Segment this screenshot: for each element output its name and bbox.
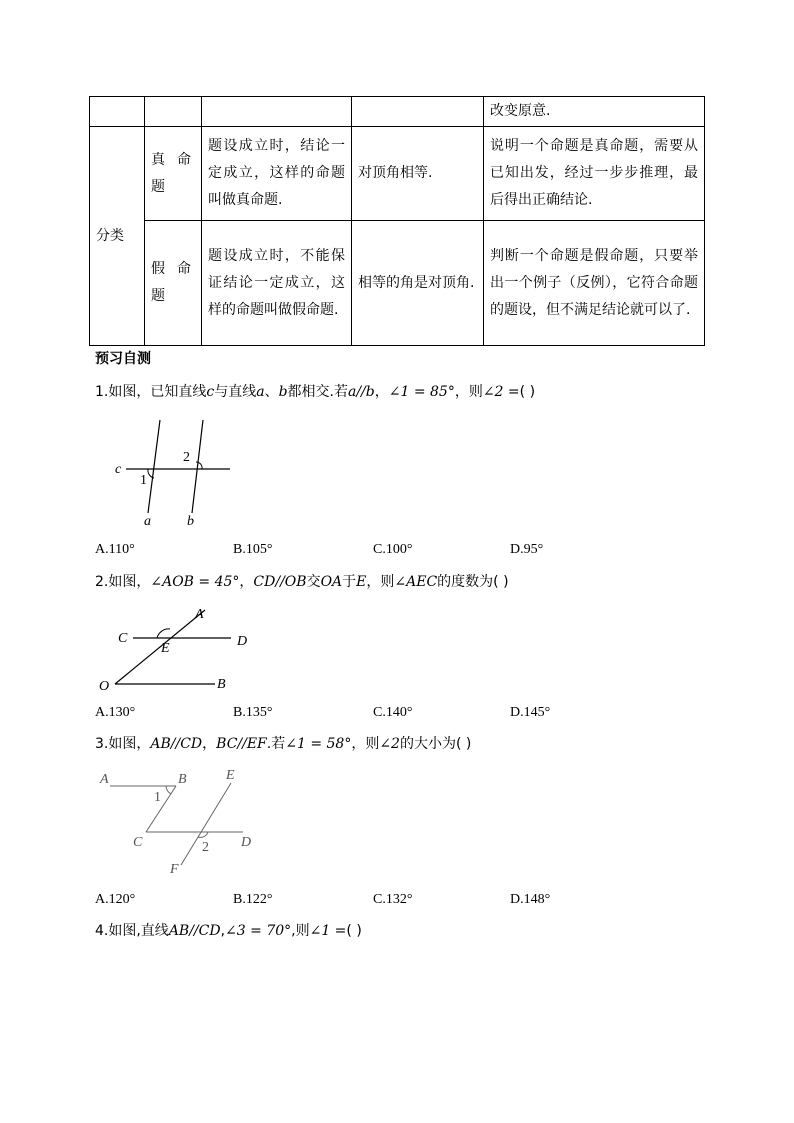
label-B: B xyxy=(178,772,187,787)
method-cell: 判断一个命题是假命题，只要举出一个例子（反例），它符合命题的题设，但不满足结论就可以了. xyxy=(484,221,705,346)
table-cell xyxy=(352,97,484,127)
category-cell: 分类 xyxy=(90,127,145,346)
option-b[interactable]: B.105° xyxy=(233,542,273,557)
option-a[interactable]: A.120° xyxy=(95,892,136,907)
label-E: E xyxy=(226,768,235,783)
example-cell: 对顶角相等. xyxy=(352,127,484,221)
label-angle-2: 2 xyxy=(202,840,209,855)
label-C: C xyxy=(133,835,143,850)
label-D: D xyxy=(237,634,248,649)
definition-cell: 题设成立时，不能保证结论一定成立，这样的命题叫做假命题. xyxy=(202,221,352,346)
option-d[interactable]: D.148° xyxy=(510,892,551,907)
label-F: F xyxy=(170,862,179,877)
question-4-stem: 4.如图,直线AB//CD,∠3 = 70°,则∠1 =( ) xyxy=(95,923,362,939)
figure-q2 xyxy=(95,600,255,695)
section-title: 预习自测 xyxy=(95,351,151,367)
option-d[interactable]: D.95° xyxy=(510,542,544,557)
example-cell: 相等的角是对顶角. xyxy=(352,221,484,346)
figure-q3 xyxy=(98,765,268,880)
table-row xyxy=(90,127,705,221)
table-cell xyxy=(202,97,352,127)
option-b[interactable]: B.135° xyxy=(233,705,273,720)
table-cell-method: 改变原意. xyxy=(484,97,705,127)
label-angle-1: 1 xyxy=(154,790,161,805)
method-cell: 说明一个命题是真命题，需要从已知出发，经过一步步推理，最后得出正确结论. xyxy=(484,127,705,221)
label-angle-2: 2 xyxy=(183,450,190,465)
option-a[interactable]: A.130° xyxy=(95,705,136,720)
option-c[interactable]: C.140° xyxy=(373,705,413,720)
row-name-cell xyxy=(145,127,202,221)
row-name-part2: 题 xyxy=(151,288,165,304)
option-d[interactable]: D.145° xyxy=(510,705,551,720)
label-a: a xyxy=(144,514,151,529)
label-b: b xyxy=(187,514,194,529)
label-O: O xyxy=(99,679,110,694)
label-angle-1: 1 xyxy=(140,473,147,488)
question-1-stem: 1.如图，已知直线c与直线a、b都相交.若a//b，∠1 = 85°，则∠2 =( ) xyxy=(95,384,536,400)
option-b[interactable]: B.122° xyxy=(233,892,273,907)
label-B: B xyxy=(217,677,226,692)
row-name-cell xyxy=(145,221,202,346)
table-cell xyxy=(90,97,145,127)
option-c[interactable]: C.100° xyxy=(373,542,413,557)
table-row xyxy=(90,221,705,346)
label-E: E xyxy=(161,641,170,656)
table-cell xyxy=(145,97,202,127)
label-c: c xyxy=(115,462,122,477)
figure-q1 xyxy=(110,415,240,530)
row-name-part1: 假 命 xyxy=(151,261,191,277)
row-name-part2: 题 xyxy=(151,178,165,195)
option-c[interactable]: C.132° xyxy=(373,892,413,907)
label-C: C xyxy=(118,631,128,646)
row-name-part1: 真 命 xyxy=(151,151,191,168)
proposition-table xyxy=(89,96,705,346)
option-a[interactable]: A.110° xyxy=(95,542,135,557)
label-A: A xyxy=(195,607,204,622)
definition-cell: 题设成立时，结论一定成立，这样的命题叫做真命题. xyxy=(202,127,352,221)
label-A: A xyxy=(100,772,109,787)
question-2-stem: 2.如图，∠AOB = 45°，CD//OB交OA于E，则∠AEC的度数为( ) xyxy=(95,574,509,590)
table-row xyxy=(90,97,705,127)
question-3-stem: 3.如图，AB//CD，BC//EF.若∠1 = 58°，则∠2的大小为( ) xyxy=(95,736,472,752)
label-D: D xyxy=(241,835,252,850)
